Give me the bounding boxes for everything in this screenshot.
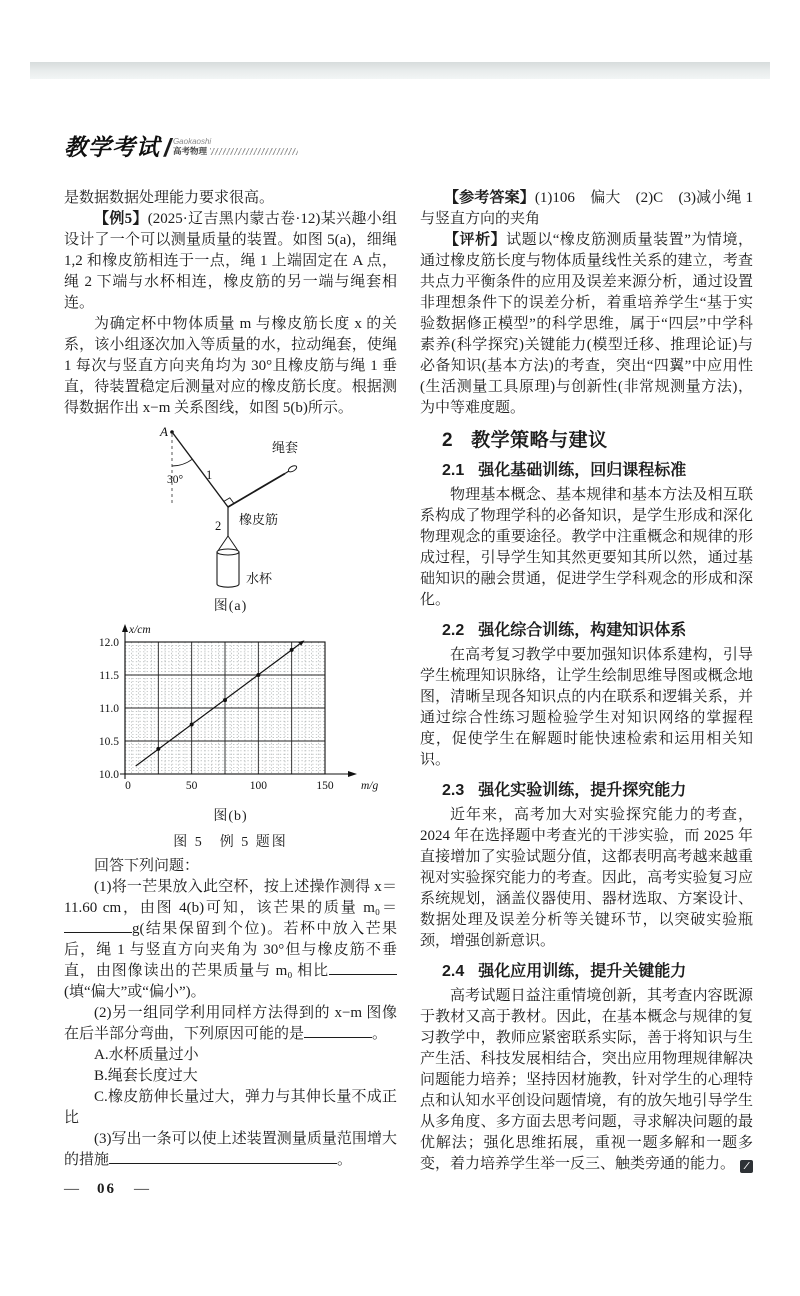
subsection-heading-2-4 [420,961,753,982]
reference-answer [420,188,753,230]
figure-a-caption: 图(a) [213,599,248,614]
svg-text:11.0: 11.0 [98,703,119,715]
rubber-band-label: 橡皮筋 [238,512,278,527]
svg-text:100: 100 [249,780,267,792]
subsection-number-2-4: 2.4 [442,963,465,980]
masthead-hatch-pattern [210,148,298,155]
rope-loop [287,464,297,473]
answer-blank-choice [304,1024,372,1038]
svg-text:10.0: 10.0 [98,769,119,781]
brand-logo: 教学考试 [64,134,160,160]
example-label: 【例5】 [94,211,148,227]
option-c: C.橡皮筋伸长量过大，弹力与其伸长量不成正比 [64,1089,397,1126]
water-cup-label: 水杯 [245,571,272,586]
answer-blank-compare [329,961,397,975]
left-column [64,188,397,1200]
subsection-body-2-3: 近年来，高考加大对实验探究能力的考查，2024 年在选择题中考查光的干涉实验，而 2025 年直接增加了实验试题分值，这都表明高考越来越重视对实验探究能力的考查。因此，高考实验复习应系统规划，涵盖仪器使用、器材选取、方案设计、数据处理及误差分析等关键环节，以突破实验瓶颈，增强创新意识。 [420,807,753,949]
option-a: A.水杯质量过小 [94,1047,199,1063]
figure-5-caption: 图 5 例 5 题图 [173,835,288,850]
fixed-point-a-label: A [159,424,168,439]
question-2 [64,1003,397,1045]
subsection-heading-2-1 [420,460,753,481]
rope-2-label: 2 [214,519,221,533]
masthead [64,136,298,161]
question-1-text-a: (1)将一芒果放入此空杯，按上述操作测得 x＝11.60 cm，由图 4(b)可知，该芒果的质量 m₀＝ [64,879,397,916]
question-1-text-c: (填“偏大”或“偏小”)。 [64,984,206,1000]
analysis-text: 试题以“橡皮筋测质量装置”为情境，通过橡皮筋长度与物体质量线性关系的建立，考查共点力平衡条件的应用及误差来源分析，通过设置非理想条件下的误差分析，着重培养学生“基于实验数据修正模型”的科学思维，属于“四层”中学科素养(科学探究)关键能力(模型迁移、推理论证)与必备知识(基本方法)的考查，突出“四翼”中应用性(生活测量工具原理)与创新性(非常规测量方法)，为中等难度题。 [420,232,753,416]
question-3 [64,1129,397,1171]
option-b: B.绳套长度过大 [94,1068,198,1084]
svg-text:11.5: 11.5 [98,670,119,682]
cup-funnel [218,536,237,550]
device-diagram [106,422,356,590]
water-cup [217,549,239,587]
question-3-period: 。 [337,1152,353,1168]
masthead-tagline [173,137,298,156]
svg-text:150: 150 [315,780,334,792]
svg-text:m/g: m/g [360,780,378,792]
footer-dash-right: — [134,1181,149,1197]
reference-answer-text: (1)106 偏大 (2)C (3)减小绳 1 与竖直方向的夹角 [420,190,753,227]
end-of-article-icon: ∕ [740,1160,753,1173]
subsection-heading-2-3 [420,780,753,801]
svg-text:x/cm: x/cm [128,624,151,636]
question-1-text-b: g(结果保留到个位)。若杯中放入芒果后，绳 1 与竖直方向夹角为 30°但与橡皮筋不垂直，由图像读出的芒果质量与 m₀ 相比 [64,921,397,979]
footer-dash-left: — [64,1181,79,1197]
subsection-title-2-1: 强化基础训练，回归课程标准 [478,462,687,479]
answer-blank-mass [64,919,132,933]
answer-blank-measure [109,1150,337,1164]
question-2-period: 。 [372,1026,388,1042]
subsection-title-2-3: 强化实验训练，提升探究能力 [478,782,687,799]
figure-b-caption: 图(b) [213,809,248,824]
footer-page-number: 06 [97,1181,116,1197]
question-1 [64,877,397,1003]
svg-text:50: 50 [185,780,197,792]
section-heading [420,430,753,451]
section-title: 教学策略与建议 [471,430,608,451]
svg-text:12.0: 12.0 [98,637,119,649]
subsection-number-2-2: 2.2 [442,622,465,639]
subsection-title-2-2: 强化综合训练，构建知识体系 [478,622,687,639]
subsection-number-2-1: 2.1 [442,462,465,479]
method-paragraph: 为确定杯中物体质量 m 与橡皮筋长度 x 的关系，该小组逐次加入等质量的水，拉动绳套，使绳 1 每次与竖直方向夹角均为 30°且橡皮筋与绳 1 垂直，待装置稳定后测量对应的橡皮筋长度。根据测得数据作出 x−m 关系图线，如图 5(b)所示。 [64,316,397,416]
subsection-body-2-2: 在高考复习教学中要加强知识体系建构，引导学生梳理知识脉络，让学生绘制思维导图或概念地图，清晰呈现各知识点的内在联系和逻辑关系，并通过综合性练习题检验学生对知识网络的掌握程度，促使学生在解题时能快速检索和运用相关知识。 [420,647,753,768]
right-column [420,188,753,1175]
subsection-number-2-3: 2.3 [442,782,465,799]
masthead-tagline-cn: 高考物理 [172,146,207,156]
question-3-text: (3)写出一条可以使上述装置测量质量范围增大的措施 [64,1131,397,1168]
subsection-body-2-4-text: 高考试题日益注重情境创新，其考查内容既源于教材又高于教材。因此，在基本概念与规律的复习教学中，教师应紧密联系实际，善于将知识与生产生活、科技发展相结合，突出应用物理规律解决问题能力培养；坚持因材施教，针对学生的心理特点和认知水平创设问题情境，有的放矢地引导学生从多角度、多方面去思考问题，寻求解决问题的最优解法；强化思维拓展，重视一题多解和一题多变，着力培养学生举一反三、触类旁通的能力。 [420,988,753,1172]
intro-paragraph: 是数据数据处理能力要求很高。 [64,190,275,206]
subsection-title-2-4: 强化应用训练，提升关键能力 [478,963,687,980]
section-number: 2 [442,430,454,451]
reference-answer-label: 【参考答案】 [444,190,535,206]
rubber-band-line [228,474,285,508]
page-top-band [30,62,770,79]
masthead-divider: / [164,134,171,162]
xm-relation-graph [81,620,381,800]
subsection-body-2-1: 物理基本概念、基本规律和基本方法及相互联系构成了物理学科的必备知识，是学生形成和深化物理观念的重要途径。教学中注重概念和规律的形成过程，引导学生知其然更要知其所以然，通过基础知识的融会贯通，促进学生学科观念的形成和深化。 [420,487,753,608]
example-paragraph [64,209,397,314]
subsection-body-2-4 [420,986,753,1175]
analysis-label: 【评析】 [444,232,507,248]
page-footer [64,1179,397,1200]
masthead-tagline-en: Gaokaoshi [172,137,212,146]
example-text: (2025·辽吉黑内蒙古卷·12)某兴趣小组设计了一个可以测量质量的装置。如图 5(a)，细绳 1,2 和橡皮筋相连于一点，绳 1 上端固定在 A 点，绳 2 下端与水杯相连，橡皮筋的另一端与绳套相连。 [64,211,397,311]
svg-text:0: 0 [124,780,131,792]
figure-a [64,422,397,617]
rope-1-line [172,432,228,507]
question-2-text: (2)另一组同学利用同样方法得到的 x−m 图像在后半部分弯曲，下列原因可能的是 [64,1005,397,1042]
analysis-paragraph [420,230,753,419]
rope-1-label: 1 [205,468,212,482]
subsection-heading-2-2 [420,620,753,641]
svg-text:10.5: 10.5 [98,736,119,748]
angle-label: 30° [166,474,183,486]
questions-prompt: 回答下列问题： [94,858,200,874]
figure-b [64,620,397,854]
rope-loop-label: 绳套 [271,440,298,455]
angle-arc [172,459,192,466]
